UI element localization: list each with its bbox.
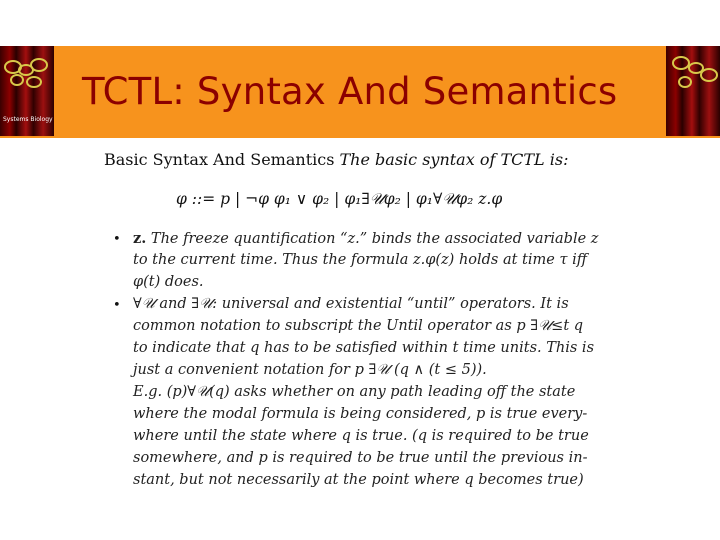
heading-bold: Basic Syntax And Semantics [104, 150, 335, 169]
slide-title: TCTL: Syntax And Semantics [82, 70, 618, 113]
text-line: where until the state where q is true. (q is required to be true [133, 428, 589, 444]
text-line: ∀𝒰 and ∃𝒰: universal and existential “until” operators. It is [133, 296, 569, 312]
text-line: just a convenient notation for p ∃𝒰 (q ∧ (t ≤ 5)). [133, 362, 487, 378]
bullet1-lead: z. [133, 230, 147, 247]
text-line [133, 230, 598, 247]
text-line: E.g. (p)∀𝒰(q) asks whether on any path leading off the state [133, 384, 576, 400]
section-heading [104, 150, 568, 169]
systems-biology-caption: Systems Biology [3, 116, 53, 123]
bullet-marker: • [113, 298, 121, 313]
bullet-marker: • [113, 232, 121, 247]
text-line: to indicate that q has to be satisfied within t time units. This is [133, 340, 595, 356]
text-line: φ(t) does. [133, 274, 204, 290]
heading-rest: The basic syntax of TCTL is: [339, 150, 569, 169]
text-line: where the modal formula is being considered, p is true every- [133, 406, 588, 422]
text-line: to the current time. Thus the formula z.φ(z) holds at time τ iff [133, 252, 588, 268]
text-line: somewhere, and p is required to be true until the previous in- [133, 450, 588, 466]
syntax-formula: φ ::= p | ¬φ φ₁ ∨ φ₂ | φ₁∃𝒰φ₂ | φ₁∀𝒰φ₂ z.φ [176, 190, 503, 208]
bullet1-line: The freeze quantification “z.” binds the associated variable z [150, 231, 599, 247]
text-line: stant, but not necessarily at the point where q becomes true) [133, 472, 584, 488]
text-line: common notation to subscript the Until operator as p ∃𝒰≤t q [133, 318, 584, 334]
